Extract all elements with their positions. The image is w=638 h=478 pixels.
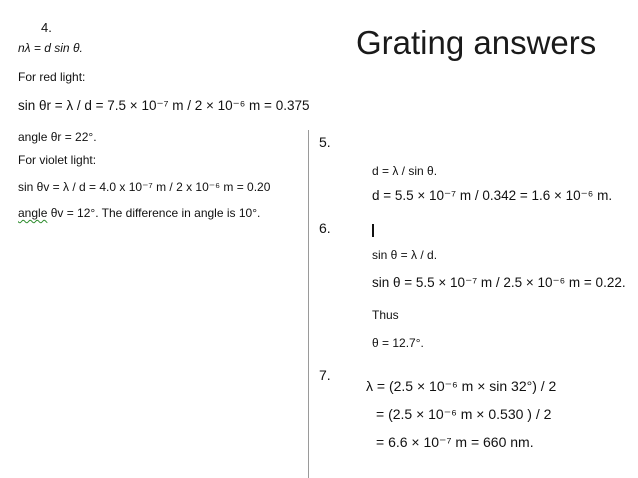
q4-red-label: For red light:	[18, 70, 86, 84]
q5-number: 5.	[319, 134, 331, 150]
q7-number: 7.	[319, 367, 331, 383]
q4-number: 4.	[41, 20, 52, 35]
q7-eq2: = (2.5 × 10⁻⁶ m × 0.530 ) / 2	[376, 406, 552, 422]
q6-eq2: sin θ = 5.5 × 10⁻⁷ m / 2.5 × 10⁻⁶ m = 0.22.	[372, 275, 626, 290]
q4-angle-red: angle θr = 22°.	[18, 130, 97, 144]
q6-number: 6.	[319, 220, 331, 236]
q4-violet-label: For violet light:	[18, 153, 97, 167]
q6-result: θ = 12.7°.	[372, 336, 424, 350]
q6-eq1: sin θ = λ / d.	[372, 248, 438, 262]
q7-eq1: λ = (2.5 × 10⁻⁶ m × sin 32°) / 2	[366, 378, 557, 394]
q5-eq2: d = 5.5 × 10⁻⁷ m / 0.342 = 1.6 × 10⁻⁶ m.	[372, 188, 613, 203]
column-divider	[308, 130, 309, 478]
q6-thus: Thus	[372, 308, 399, 322]
q4-eq-grating: nλ = d sin θ.	[18, 41, 83, 55]
spellcheck-word: angle	[18, 206, 48, 220]
q4-angle-violet-text: θv = 12°. The difference in angle is 10°.	[47, 206, 261, 220]
slide-title: Grating answers	[356, 24, 597, 61]
text-cursor[interactable]	[372, 224, 374, 237]
q5-eq1: d = λ / sin θ.	[372, 164, 438, 178]
q4-eq-violet: sin θv = λ / d = 4.0 x 10⁻⁷ m / 2 x 10⁻⁶ m = 0.20	[18, 180, 271, 194]
q4-eq-red: sin θr = λ / d = 7.5 × 10⁻⁷ m / 2 × 10⁻⁶ m = 0.375	[18, 98, 310, 113]
q7-eq3: = 6.6 × 10⁻⁷ m = 660 nm.	[376, 434, 534, 450]
q4-angle-violet	[18, 206, 260, 220]
